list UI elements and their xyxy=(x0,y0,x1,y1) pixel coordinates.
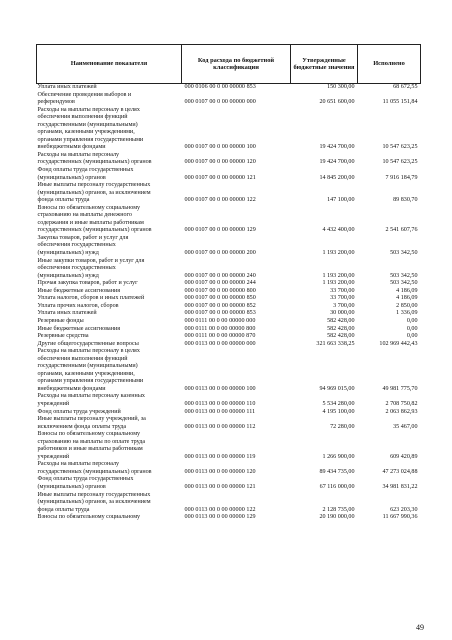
row-name: Фонд оплаты труда государственных (муниципальных) органов xyxy=(37,167,134,181)
table-row xyxy=(37,476,421,491)
row-name: Резервные фонды xyxy=(37,317,84,324)
table-row xyxy=(37,492,421,515)
budget-table-page xyxy=(36,44,420,522)
row-name: Расходы на выплаты персоналу в целях обеспечения выполнения функций государственными (муниципальными) органами, казенными учреждениями, органами управления государственными внебюджетными фондами xyxy=(37,348,144,392)
header-code: Код расхода по бюджетной классификации xyxy=(182,45,291,84)
row-approved: 19 424 700,00 xyxy=(319,144,355,151)
row-name: Взносы по обязательному социальному страхованию на выплаты по оплате труда работников и иные выплаты работникам учреждений xyxy=(37,431,146,460)
row-executed: 1 336,09 xyxy=(396,310,418,317)
row-code: 000 0107 00 0 00 00000 122 xyxy=(184,197,256,204)
row-approved: 321 663 338,25 xyxy=(316,340,355,347)
row-approved: 3 700,00 xyxy=(333,302,355,309)
row-approved: 20 651 600,00 xyxy=(319,99,355,106)
row-name: Расходы на выплаты персоналу казенных учреждений xyxy=(37,393,145,407)
row-name: Иные закупки товаров, работ и услуг для обеспечения государственных (муниципальных) нужд xyxy=(37,257,145,279)
table-row xyxy=(37,205,421,235)
row-approved: 33 700,00 xyxy=(330,295,355,302)
row-name: Иные бюджетные ассигнования xyxy=(37,287,121,294)
row-executed: 49 981 775,70 xyxy=(382,385,418,392)
row-name: Уплата прочих налогов, сборов xyxy=(37,302,119,309)
row-approved: 582 428,00 xyxy=(327,333,355,340)
row-executed: 7 916 184,79 xyxy=(385,174,418,181)
row-approved: 94 969 015,00 xyxy=(319,385,355,392)
row-approved: 19 424 700,00 xyxy=(319,159,355,166)
row-executed: 2 708 750,82 xyxy=(385,400,418,407)
row-approved: 1 266 900,00 xyxy=(322,453,355,460)
row-approved: 20 190 000,00 xyxy=(319,514,355,521)
row-code: 000 0113 00 0 00 00000 119 xyxy=(184,453,256,460)
row-name: Расходы на выплаты персоналу в целях обеспечения выполнения функций государственными (муниципальными) органами, казенными учреждениями, органами управления государственными внебюджетными фондами xyxy=(37,106,144,151)
table-row xyxy=(37,409,421,417)
row-code: 000 0107 00 0 00 00000 200 xyxy=(184,250,256,257)
table-row xyxy=(37,348,421,393)
table-row xyxy=(37,416,421,431)
row-code: 000 0113 00 0 00 00000 110 xyxy=(184,400,256,407)
row-name: Иные выплаты персоналу государственных (муниципальных) органов, за исключением фонда оплаты труда xyxy=(37,491,151,513)
page-number: 49 xyxy=(416,623,424,632)
table-row xyxy=(37,318,421,326)
row-approved: 5 534 280,00 xyxy=(322,400,355,407)
row-executed: 0,00 xyxy=(406,333,418,340)
row-approved: 2 128 735,00 xyxy=(322,506,355,513)
row-approved: 4 195 100,00 xyxy=(322,408,355,415)
row-name: Взносы по обязательному социальному xyxy=(37,514,141,521)
row-name: Другие общегосударственные вопросы xyxy=(37,340,139,347)
row-approved: 30 000,00 xyxy=(330,310,355,317)
row-executed: 2 541 607,76 xyxy=(385,227,418,234)
row-code: 000 0107 00 0 00 00000 120 xyxy=(184,159,256,166)
row-approved: 72 280,00 xyxy=(330,423,355,430)
row-executed: 503 342,50 xyxy=(390,280,418,287)
row-executed: 503 342,50 xyxy=(390,272,418,279)
row-name: Обеспечение проведения выборов и референдумов xyxy=(37,91,132,106)
row-approved: 1 193 200,00 xyxy=(322,272,355,279)
row-name: Расходы на выплаты персоналу государственных (муниципальных) органов xyxy=(37,461,152,475)
table-row xyxy=(37,182,421,205)
row-approved: 67 116 000,00 xyxy=(319,483,355,490)
row-name: Иные бюджетные ассигнования xyxy=(37,325,121,332)
row-code: 000 0107 00 0 00 00000 000 xyxy=(184,99,256,106)
row-approved: 147 100,00 xyxy=(327,197,355,204)
row-executed: 2 063 862,93 xyxy=(385,408,418,415)
budget-execution-table xyxy=(36,44,421,522)
row-executed: 0,00 xyxy=(406,325,418,332)
table-row xyxy=(37,326,421,334)
row-code: 000 0111 00 0 00 00000 000 xyxy=(184,317,256,324)
row-code: 000 0113 00 0 00 00000 100 xyxy=(184,385,256,392)
row-name: Иные выплаты персоналу государственных (муниципальных) органов, за исключением фонда оплаты труда xyxy=(37,182,151,204)
row-name: Расходы на выплаты персоналу государственных (муниципальных) органов xyxy=(37,151,152,166)
row-name: Закупка товаров, работ и услуг для обеспечения государственных (муниципальных) нужд xyxy=(37,234,129,257)
row-name: Фонд оплаты труда государственных (муниципальных) органов xyxy=(37,476,134,490)
row-executed: 609 420,89 xyxy=(390,453,418,460)
row-code: 000 0107 00 0 00 00000 800 xyxy=(184,287,256,294)
row-name: Уплата налогов, сборов и иных платежей xyxy=(37,295,145,302)
table-row xyxy=(37,235,421,258)
row-executed: 11 055 151,84 xyxy=(382,99,418,106)
table-row xyxy=(37,84,421,92)
row-code: 000 0107 00 0 00 00000 850 xyxy=(184,295,256,302)
row-name: Уплата иных платежей xyxy=(37,84,97,90)
row-approved: 14 845 200,00 xyxy=(319,174,355,181)
row-executed: 4 186,09 xyxy=(396,287,418,294)
row-approved: 33 700,00 xyxy=(330,287,355,294)
row-code: 000 0111 00 0 00 00000 800 xyxy=(184,325,256,332)
row-approved: 1 193 200,00 xyxy=(322,250,355,257)
row-code: 000 0106 00 0 00 00000 853 xyxy=(184,84,256,90)
table-row xyxy=(37,167,421,182)
row-code: 000 0111 00 0 00 00000 870 xyxy=(184,333,256,340)
row-approved: 4 432 400,00 xyxy=(322,227,355,234)
row-code: 000 0113 00 0 00 00000 129 xyxy=(184,514,256,521)
row-code: 000 0107 00 0 00 00000 853 xyxy=(184,310,256,317)
row-code: 000 0113 00 0 00 00000 112 xyxy=(184,423,256,430)
table-row xyxy=(37,431,421,461)
table-row xyxy=(37,107,421,152)
row-approved: 582 428,00 xyxy=(327,317,355,324)
table-row xyxy=(37,152,421,167)
row-approved: 150 300,00 xyxy=(327,84,355,90)
row-name: Прочая закупка товаров, работ и услуг xyxy=(37,280,138,287)
table-header-row xyxy=(37,45,421,84)
row-executed: 34 981 831,22 xyxy=(382,483,418,490)
table-row xyxy=(37,92,421,107)
row-executed: 10 547 623,25 xyxy=(382,159,418,166)
row-executed: 4 186,09 xyxy=(396,295,418,302)
row-code: 000 0107 00 0 00 00000 244 xyxy=(184,280,256,287)
row-name: Уплата иных платежей xyxy=(37,310,97,317)
row-code: 000 0113 00 0 00 00000 122 xyxy=(184,506,256,513)
row-name: Иные выплаты персоналу учреждений, за исключением фонда оплаты труда xyxy=(37,416,146,430)
row-name: Взносы по обязательному социальному страхованию на выплаты денежного содержания и иные выплаты работникам государственных (муниципальных) органов xyxy=(37,204,152,234)
row-code: 000 0107 00 0 00 00000 100 xyxy=(184,144,256,151)
row-executed: 102 969 442,43 xyxy=(379,340,418,347)
row-name: Фонд оплаты труда учреждений xyxy=(37,408,121,415)
row-executed: 89 830,70 xyxy=(393,197,418,204)
table-row xyxy=(37,514,421,522)
row-executed: 623 203,30 xyxy=(390,506,418,513)
row-approved: 1 193 200,00 xyxy=(322,280,355,287)
table-row xyxy=(37,461,421,476)
row-code: 000 0113 00 0 00 00000 120 xyxy=(184,468,256,475)
row-code: 000 0107 00 0 00 00000 129 xyxy=(184,227,256,234)
row-name: Резервные средства xyxy=(37,333,89,340)
row-code: 000 0107 00 0 00 00000 121 xyxy=(184,174,256,181)
table-row xyxy=(37,310,421,318)
row-executed: 2 850,00 xyxy=(396,302,418,309)
table-row xyxy=(37,333,421,341)
table-row xyxy=(37,341,421,349)
row-executed: 11 667 990,36 xyxy=(382,514,418,521)
row-executed: 35 467,00 xyxy=(393,423,418,430)
row-code: 000 0107 00 0 00 00000 852 xyxy=(184,302,256,309)
row-executed: 10 547 623,25 xyxy=(382,144,418,151)
row-approved: 89 434 735,00 xyxy=(319,468,355,475)
table-row xyxy=(37,280,421,288)
table-row xyxy=(37,295,421,303)
row-code: 000 0113 00 0 00 00000 121 xyxy=(184,483,256,490)
row-code: 000 0107 00 0 00 00000 240 xyxy=(184,272,256,279)
row-code: 000 0113 00 0 00 00000 000 xyxy=(184,340,256,347)
header-approved: Утвержденные бюджетные значения xyxy=(291,45,358,84)
row-approved: 582 428,00 xyxy=(327,325,355,332)
row-executed: 47 273 024,88 xyxy=(382,468,418,475)
table-body xyxy=(37,84,421,522)
header-executed: Исполнено xyxy=(358,45,421,84)
table-row xyxy=(37,258,421,281)
row-code: 000 0113 00 0 00 00000 111 xyxy=(184,408,256,415)
row-executed: 0,00 xyxy=(406,317,418,324)
row-executed: 503 342,50 xyxy=(390,250,418,257)
row-executed: 68 672,55 xyxy=(393,84,418,90)
table-row xyxy=(37,393,421,408)
header-name: Наименование показателя xyxy=(37,45,182,84)
